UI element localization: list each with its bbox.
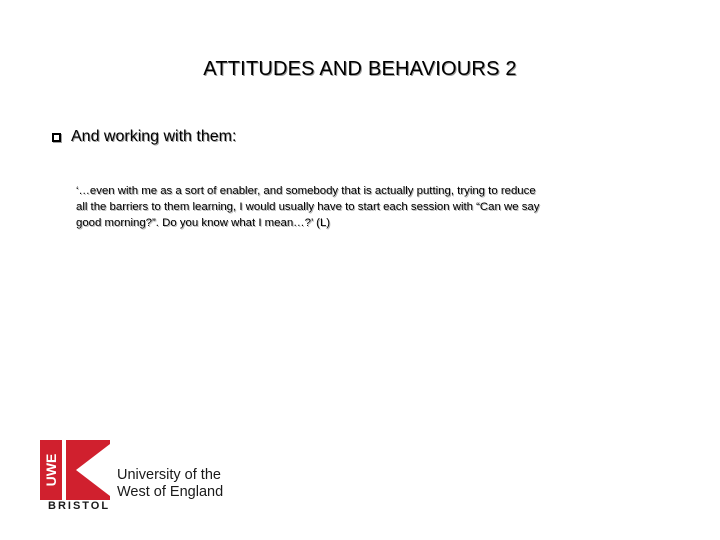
city-label: BRISTOL bbox=[48, 500, 111, 512]
quote-line: ‘…even with me as a sort of enabler, and somebody that is actually putting, trying to reduce bbox=[76, 185, 536, 197]
bullet-item bbox=[52, 128, 236, 146]
university-name-line2: West of England bbox=[117, 484, 224, 500]
uwe-logo bbox=[40, 440, 260, 515]
logo-mark-text: UWE bbox=[43, 453, 59, 487]
bullet-text: And working with them: bbox=[71, 128, 237, 145]
university-name-line1: University of the bbox=[117, 467, 221, 483]
uwe-logo-icon bbox=[40, 440, 110, 500]
quote-line: good morning?”. Do you know what I mean…?’ (L) bbox=[76, 217, 331, 229]
hollow-square-bullet-icon bbox=[52, 133, 61, 142]
quote-block bbox=[76, 183, 656, 231]
slide-title: ATTITUDES AND BEHAVIOURS 2 bbox=[203, 58, 517, 80]
quote-line: all the barriers to them learning, I would usually have to start each session with “Can we say bbox=[76, 201, 540, 213]
